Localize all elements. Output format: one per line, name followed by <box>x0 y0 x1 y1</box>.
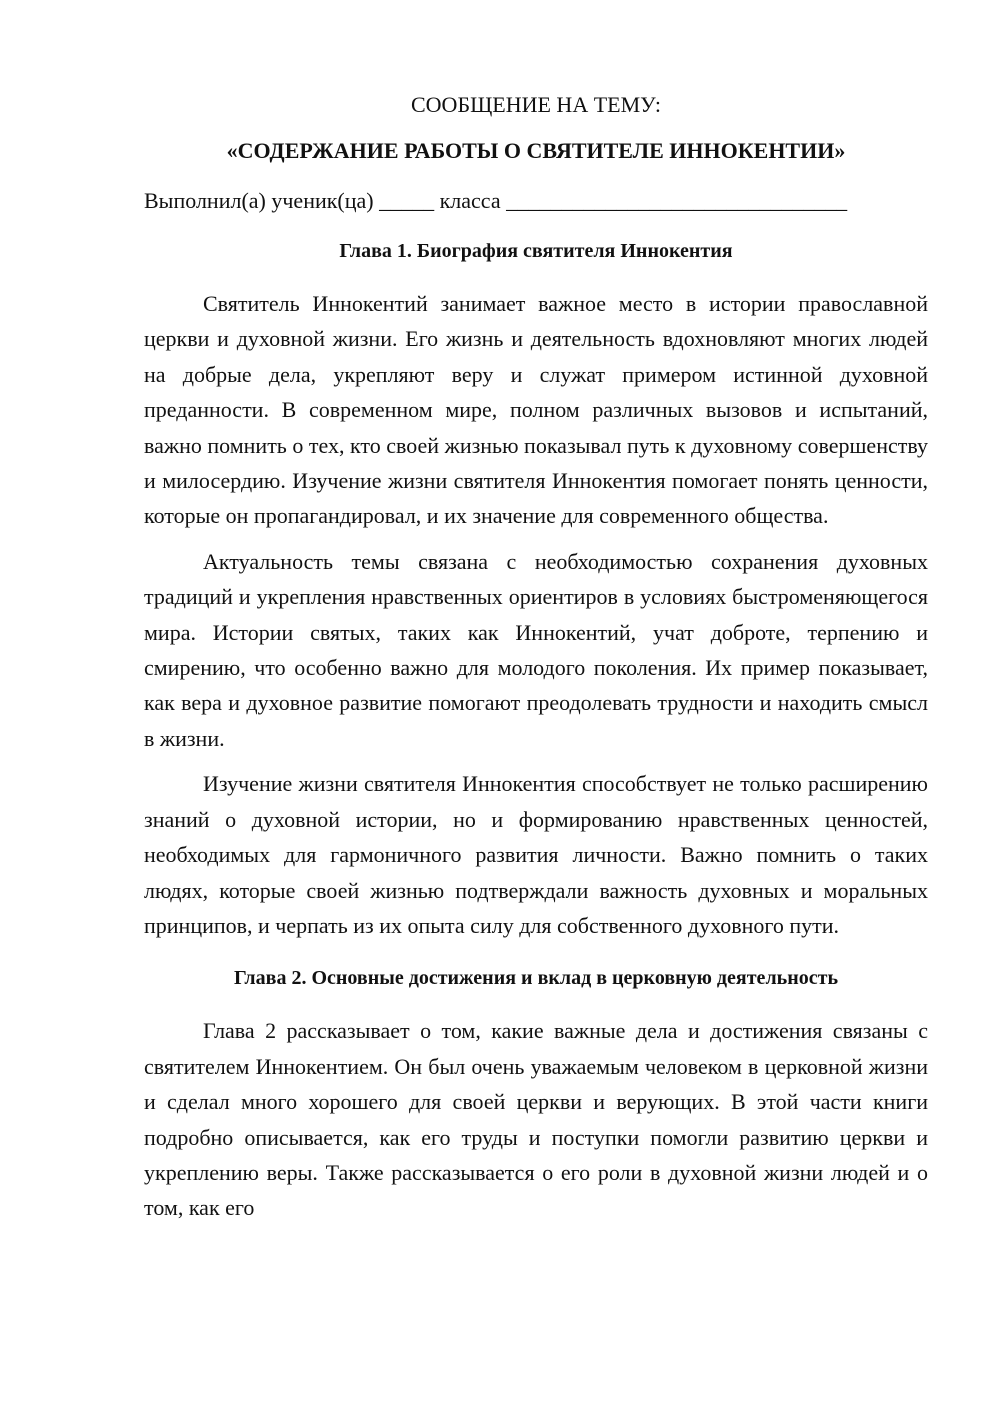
chapter-1-paragraph: Изучение жизни святителя Иннокентия способствует не только расширению знаний о духовной истории, но и формированию нравственных ценностей, необходимых для гармоничного развития личности. Важно помнить о таких людях, которые своей жизнью подтверждали важность духовных и моральных принципов, и черпать из их опыта силу для собственного духовного пути. <box>144 771 928 938</box>
document-page <box>144 92 928 1236</box>
chapter-2-paragraph: Глава 2 рассказывает о том, какие важные дела и достижения связаны с святителем Иннокентием. Он был очень уважаемым человеком в церковной жизни и сделал много хорошего для своей церкви и верующих. В этой части книги подробно описывается, как его труды и поступки помогли развитию церкви и укреплению веры. Также рассказывается о его роли в духовной жизни людей и о том, как его <box>144 1018 928 1221</box>
student-info-line: Выполнил(а) ученик(ца) _____ класса _______________________________ <box>144 188 848 213</box>
chapter-1-paragraph: Святитель Иннокентий занимает важное место в истории православной церкви и духовной жизни. Его жизнь и деятельность вдохновляют многих людей на добрые дела, укрепляют веру и служат примером истинной духовной преданности. В современном мире, полном различных вызовов и испытаний, важно помнить о тех, кто своей жизнью показывал путь к духовному совершенству и милосердию. Изучение жизни святителя Иннокентия помогает понять ценности, которые он пропагандировал, и их значение для современного общества. <box>144 291 928 529</box>
chapter-1-title: Глава 1. Биография святителя Иннокентия <box>339 240 733 262</box>
chapter-1-paragraph: Актуальность темы связана с необходимостью сохранения духовных традиций и укрепления нравственных ориентиров в условиях быстроменяющегося мира. Истории святых, таких как Иннокентий, учат доброте, терпению и смирению, что особенно важно для молодого поколения. Их пример показывает, как вера и духовное развитие помогают преодолевать трудности и находить смысл в жизни. <box>144 548 928 751</box>
document-heading-topic: СООБЩЕНИЕ НА ТЕМУ: <box>411 92 661 117</box>
document-title: «СОДЕРЖАНИЕ РАБОТЫ О СВЯТИТЕЛЕ ИННОКЕНТИИ» <box>226 138 846 163</box>
chapter-2-title: Глава 2. Основные достижения и вклад в церковную деятельность <box>233 967 839 990</box>
